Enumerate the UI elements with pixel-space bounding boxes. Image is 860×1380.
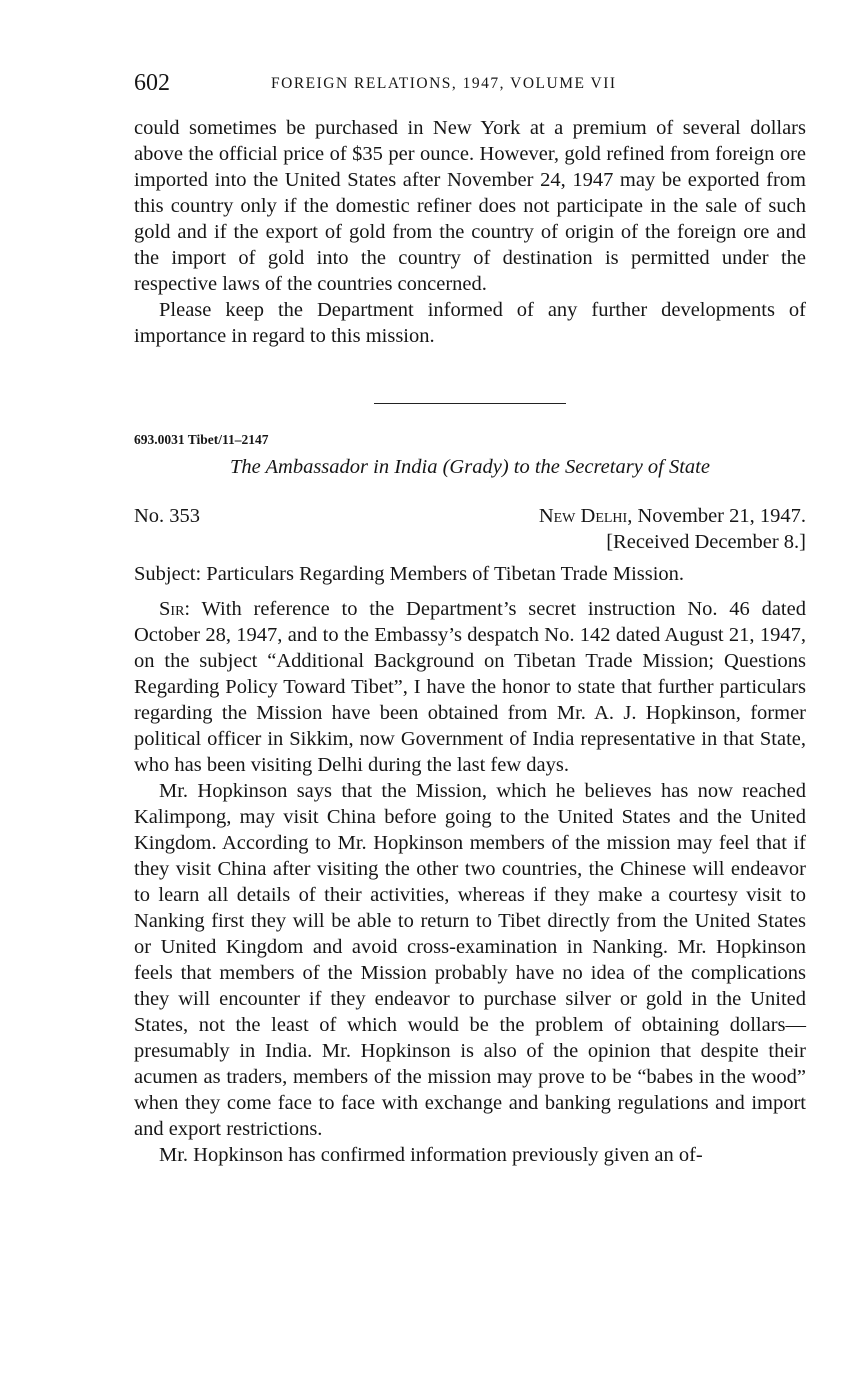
letter-paragraph: Mr. Hopkinson has confirmed information previously given an of- [159, 1144, 703, 1166]
file-reference: 693.0031 Tibet/11–2147 [134, 432, 269, 447]
page-number: 602 [134, 70, 170, 96]
dateline [134, 503, 806, 557]
section-divider [374, 403, 566, 404]
document-title: The Ambassador in India (Grady) to the Secretary of State [230, 456, 710, 478]
letter-body [134, 596, 806, 1168]
place-and-date [539, 503, 806, 529]
salutation: Sir: [159, 598, 191, 620]
letter-paragraph-text: With reference to the Department’s secret instruction No. 46 dated October 28, 1947, and to the Embassy’s despatch No. 142 dated August 21, 1947, on the subject “Additional Background on Tibetan Trade Mission; Questions Regarding Policy Toward Tibet”, I have the honor to state that further particulars regarding the Mission have been obtained from Mr. A. J. Hopkinson, former political officer in Sikkim, now Government of India representative in that State, who has been visiting Delhi during the last few days. [134, 598, 806, 776]
continuation-paragraph: could sometimes be purchased in New York at a premium of several dollars above the official price of $35 per ounce. However, gold refined from foreign ore imported into the United States after November 24, 1947 may be exported from this country only if the domestic refiner does not participate in the sale of such gold and if the export of gold from the country of origin of the foreign ore and the import of gold into the country of destination is permitted under the respective laws of the countries concerned. [134, 117, 806, 295]
continuation-text [134, 115, 806, 349]
document-number: No. 353 [134, 505, 201, 527]
continuation-paragraph: Please keep the Department informed of any further developments of importance in regard to this mission. [134, 299, 806, 347]
date: November 21, 1947. [637, 505, 806, 527]
subject-line: Subject: Particulars Regarding Members of Tibetan Trade Mission. [134, 563, 685, 585]
page-header [134, 70, 806, 98]
received-date: [Received December 8.] [606, 531, 806, 553]
letter-paragraph [134, 596, 806, 778]
place: New Delhi, [538, 505, 633, 527]
letter-paragraph: Mr. Hopkinson says that the Mission, which he believes has now reached Kalimpong, may visit China before going to the United States and the United Kingdom. According to Mr. Hopkinson members of the mission may feel that if they visit China after visiting the other two countries, the Chinese will endeavor to learn all details of their activities, whereas if they make a courtesy visit to Nanking first they will be able to return to Tibet directly from the United States or United Kingdom and avoid cross-examination in Nanking. Mr. Hopkinson feels that members of the Mission probably have no idea of the complications they will encounter if they endeavor to purchase silver or gold in the United States, not the least of which would be the problem of obtaining dollars—presumably in India. Mr. Hopkinson is also of the opinion that despite their acumen as traders, members of the mission may prove to be “babes in the wood” when they come face to face with exchange and banking regulations and import and export restrictions. [134, 780, 806, 1140]
running-head: FOREIGN RELATIONS, 1947, VOLUME VII [271, 75, 617, 92]
